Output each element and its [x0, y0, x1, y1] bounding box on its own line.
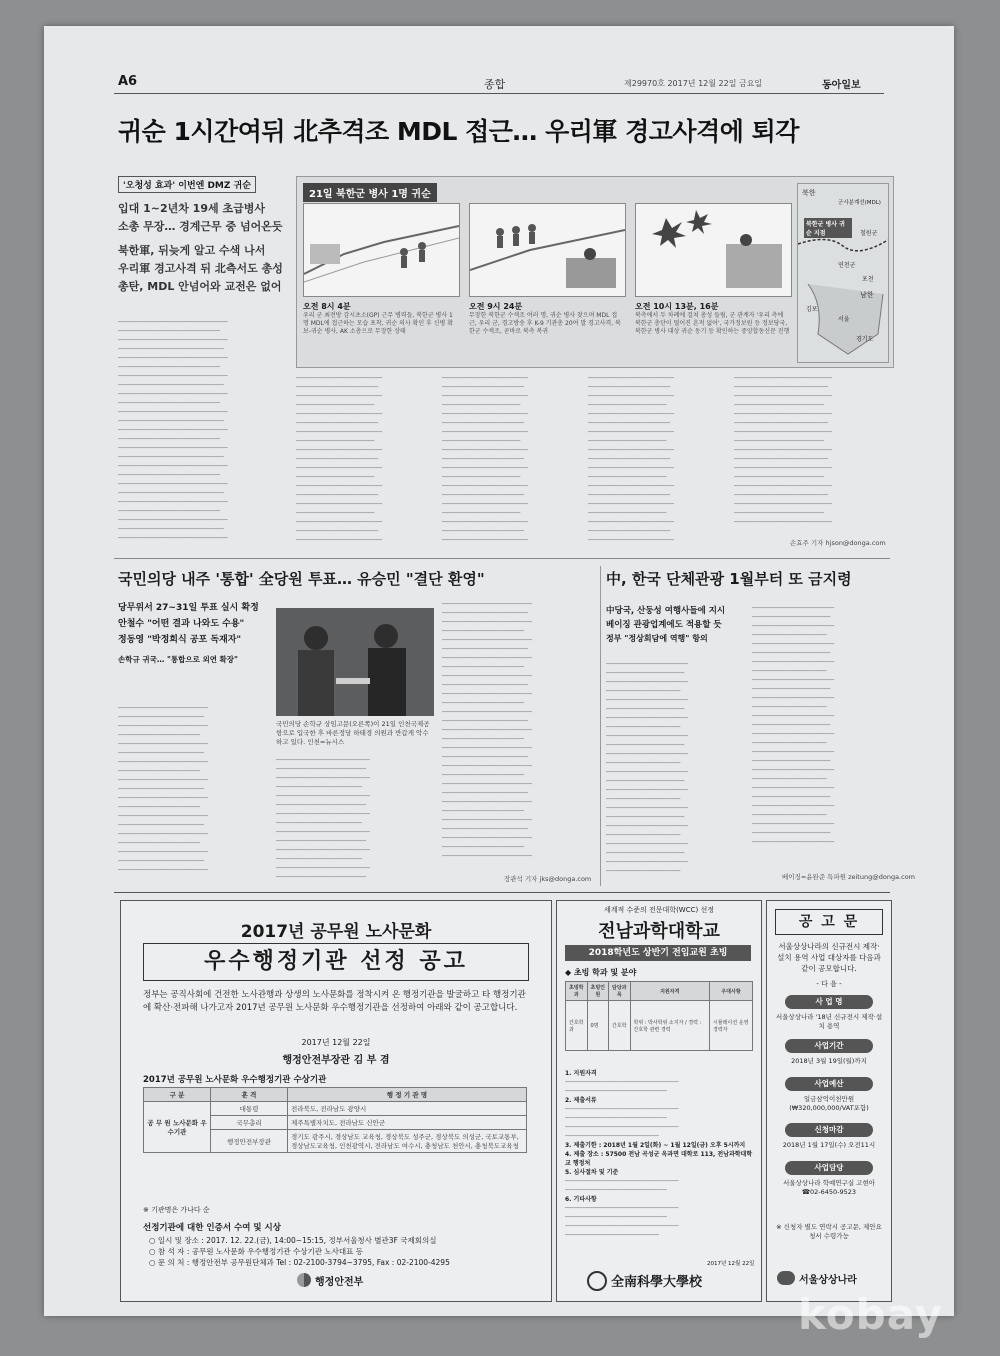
graphic-panel-3	[635, 203, 792, 297]
table-cell: 대통령	[211, 1102, 288, 1116]
article2-byline: 장관석 기자 jks@donga.com	[504, 875, 592, 883]
univ-ad-items: 1. 지원자격 ───────────────────────────── ────────────────────────── 2. 제출서류 ───────────────────────────── ────────────────────────── ───────────────────────────── ──────────────────────── 3. 제출기한 : 2018년 1월 2일(화) ~ 1월 12일(금) 오후 5시까지 4. 제출 장소 : 57500 전남 곡성군 옥과면 대학로 113, 전남과학대학교 행정처 5. 심사절차 및 기준 ───────────────────────────── ────────────────────────── 6. 기타사항 ───────────────────────────── ────────────────────────── ───────────────────────────── ────────────────────────	[565, 1070, 753, 1239]
divider	[114, 892, 890, 893]
map-label: 김포	[806, 306, 818, 313]
page-number: A6	[118, 74, 138, 89]
table-cell: 간호학	[609, 1001, 631, 1051]
gov-ad-signer: 행정안전부장관 김 부 겸	[282, 1055, 390, 1066]
article3-subheads	[606, 604, 746, 646]
kicker: '오청성 효과' 이번엔 DMZ 귀순	[118, 176, 256, 193]
notice-sub: - 다 음 -	[816, 980, 842, 988]
table-group: 공 무 원 노사문화 우수기관	[144, 1102, 211, 1153]
subhead: 정동영 "박정희식 공포 독재자"	[118, 635, 242, 645]
table-header: 초빙학과	[566, 982, 588, 1001]
map-label: 남한	[860, 291, 874, 299]
subhead: 정부 "정상회담에 역행" 항의	[606, 634, 708, 643]
subhead: 안철수 "어떤 결과 나와도 수용"	[118, 619, 245, 629]
graphic-panel-2	[469, 203, 626, 297]
univ-item: 2. 제출서류	[565, 1097, 597, 1104]
graphic-title: 21일 북한군 병사 1명 귀순	[303, 183, 437, 202]
detail-line: ○ 일시 및 장소 : 2017. 12. 22.(금), 14:00~15:15, 정부서울청사 별관3F 국제회의실	[149, 1236, 437, 1245]
table-header: 행 정 기 관 명	[288, 1088, 527, 1102]
subhead: 총탄, MDL 안넘어와 교전은 없어	[118, 280, 282, 293]
notice-logo-text: 서울상상나라	[799, 1275, 857, 1286]
subhead: 북한軍, 뒤늦게 알고 수색 나서	[118, 244, 266, 257]
table-header: 초빙인원	[587, 982, 609, 1001]
panel-desc: 우리 군 최전방 감시초소(GP) 근무 병력들, 북한군 병사 1명 MDL에 접근하는 모습 포착, 귀순 의사 확인 후 신병 확보-귀순 병사, AK 소총으로 무장한 상태	[303, 312, 454, 335]
map-label: 철원군	[860, 230, 878, 237]
table-header: 담당과목	[609, 982, 631, 1001]
byline: 손효주 기자 hjson@donga.com	[790, 539, 886, 547]
gov-ad-title2: 우수행정기관 선정 공고	[143, 943, 529, 981]
header-rule	[114, 93, 884, 94]
univ-item: 6. 기타사항	[565, 1196, 597, 1203]
newspaper-page	[44, 26, 954, 1316]
column-divider	[600, 566, 601, 886]
article-body-col-2: ────────────────────── ───────────────────── ────────────────────── ──────────────────── ────────────────────── ───────────────────── ────────────────────── ──────────────────── ────────────────────── ───────────────────── ────────────────────── ──────────────────── ────────────────────── ───────────────────── ────────────────────── ──────────────────── ────────────────────── ───────────────────── ──────────────────────	[296, 374, 383, 544]
detail-line: ○ 참 석 자 : 공무원 노사문화 우수행정기관 수상기관 노사대표 등	[149, 1247, 364, 1256]
watermark: kobay	[798, 1290, 944, 1339]
article-body-col-5: ───────────────────────── ──────────────────────── ───────────────────────── ─────────────────────── ───────────────────────── ──────────────────────── ───────────────────────── ─────────────────────── ───────────────────────── ──────────────────────── ───────────────────────── ─────────────────────── ───────────────────────── ──────────────────────── ───────────────────────── ─────────────────────── ─────────────────────────	[734, 374, 832, 526]
gov-ad-table	[143, 1087, 527, 1153]
article3-headline: 中, 한국 단체관광 1월부터 또 금지령	[606, 570, 852, 588]
subhead: 손학규 귀국… "통합으로 외연 확장"	[118, 655, 238, 664]
notice-field-label: 사업담당	[785, 1161, 873, 1175]
subhead: 우리軍 경고사격 뒤 北측서도 총성	[118, 262, 283, 275]
notice-title: 공 고 문	[775, 909, 883, 935]
map-label: 군사분계선(MDL)	[838, 200, 881, 206]
gunfire-illustration	[636, 204, 791, 296]
univ-emblem-icon	[587, 1271, 607, 1291]
univ-ad-name: 전남과학대학교	[598, 921, 720, 942]
panel-caption-3	[635, 301, 790, 336]
table-cell: 간호학과	[566, 1001, 588, 1051]
article2-photo	[276, 608, 434, 716]
graphic-panel-1	[303, 203, 460, 297]
panel-time: 오전 9시 24분	[469, 302, 523, 311]
table-cell: 전라북도, 전라남도 광양시	[288, 1102, 527, 1116]
divider	[114, 558, 890, 559]
article2-body-col-2: ──────────────────────── ─────────────────────── ──────────────────────── ────────────────────── ──────────────────────── ─────────────────────── ──────────────────────── ────────────────────── ──────────────────────── ─────────────────────── ──────────────────────── ────────────────────── ──────────────────────── ───────────────────────	[276, 756, 370, 881]
table-cell: 국무총리	[211, 1116, 288, 1130]
article2-body-col-3: ─────────────────────── ────────────────────── ─────────────────────── ───────────────────── ─────────────────────── ────────────────────── ─────────────────────── ───────────────────── ─────────────────────── ────────────────────── ─────────────────────── ───────────────────── ─────────────────────── ────────────────────── ─────────────────────── ───────────────────── ─────────────────────── ────────────────────── ─────────────────────── ───────────────────── ─────────────────────── ────────────────────── ─────────────────────── ───────────────────── ─────────────────────── ────────────────────── ─────────────────────── ───────────────────── ───────────────────────	[442, 600, 533, 860]
univ-item: 4. 제출 장소 : 57500 전남 곡성군 옥과면 대학로 113, 전남과학대학교 행정처	[565, 1151, 753, 1167]
table-header: 구 분	[144, 1088, 211, 1102]
notice-field-value: 서울상상나라 학예연구실 고현아 ☎02-6450-9523	[782, 1179, 876, 1196]
gov-ad-details	[149, 1235, 529, 1268]
table-cell: 시뮬레이션 운영 경력자	[710, 1001, 753, 1051]
subhead: 베이징 관광업계에도 적용할 듯	[606, 620, 722, 630]
table-cell: 학위 : 박사학위 소지자 / 경력 : 간호학 관련 경력	[630, 1001, 710, 1051]
univ-ad-table	[565, 981, 753, 1051]
table-header: 지원자격	[630, 982, 710, 1001]
notice-field-label: 신청마감	[785, 1123, 873, 1137]
panel-desc: 북측에서 두 차례에 걸쳐 총성 들림, 군 관계자 '우리 측에 북한군 총탄이 떨어진 흔적 없어', 국가정보원 등 정보당국, 북한군 병사 대상 귀순 동기 등 확인하는 중앙합동신문 진행	[635, 312, 790, 335]
gov-ad-body: 정부는 공직사회에 건전한 노사관행과 상생의 노사문화를 정착시켜 온 행정기관을 발굴하고 타 행정기관에 확산·전파해 나가고자 2017년 공무원 노사문화 우수행정기관을 선정하여 아래와 같이 공고합니다.	[143, 990, 526, 1013]
notice-footnote: ※ 신청자 별도 연락시 공고문, 제안요청서 수령가능	[776, 1223, 882, 1240]
gov-ad-section1: 2017년 공무원 노사문화 우수행정기관 수상기관	[143, 1075, 327, 1085]
gov-ad	[120, 900, 552, 1302]
notice-field-label: 사업예산	[785, 1077, 873, 1091]
section-name: 종합	[484, 78, 506, 91]
univ-logo-text: 全南科學大學校	[611, 1275, 703, 1290]
map-label: 서울	[838, 316, 850, 323]
article2-subheads	[118, 600, 268, 668]
univ-item: 3. 제출기한 : 2018년 1월 2일(화) ~ 1월 12일(금) 오후 5시까지	[565, 1142, 746, 1149]
issue-info: 제29970호 2017년 12월 22일 금요일	[624, 79, 763, 88]
notice-field-label: 사 업 명	[785, 995, 873, 1009]
subhead: 소총 무장… 경계근무 중 넘어온듯	[118, 220, 283, 233]
univ-ad-date: 2017년 12월 22일	[707, 1261, 755, 1267]
paper-name: 동아일보	[822, 80, 861, 91]
article3-byline: 베이징=윤완준 특파원 zeitung@donga.com	[782, 873, 916, 881]
gov-logo-icon	[297, 1273, 311, 1287]
seoul-logo-icon	[777, 1271, 795, 1285]
map-shape	[798, 184, 888, 362]
subhead: 中당국, 산둥성 여행사들에 지시	[606, 606, 726, 616]
article2-body-col-1: ─────────────────────── ────────────────────── ─────────────────────── ───────────────────── ─────────────────────── ────────────────────── ─────────────────────── ───────────────────── ─────────────────────── ────────────────────── ─────────────────────── ───────────────────── ─────────────────────── ────────────────────── ─────────────────────── ───────────────────── ─────────────────────── ────────────────────── ───────────────────────	[118, 704, 209, 874]
article-body-col-3: ────────────────────── ───────────────────── ────────────────────── ──────────────────── ────────────────────── ───────────────────── ────────────────────── ──────────────────── ────────────────────── ───────────────────── ────────────────────── ──────────────────── ────────────────────── ───────────────────── ────────────────────── ──────────────────── ────────────────────── ───────────────────── ──────────────────────	[442, 374, 529, 544]
notice-ad	[766, 900, 892, 1302]
subhead: 입대 1~2년차 19세 초급병사	[118, 202, 265, 215]
article2-photo-caption: 국민의당 손학규 상임고문(오른쪽)이 21일 인천국제공항으로 입국한 후 바른정당 하태경 의원과 반갑게 악수하고 있다. 인천=뉴시스	[276, 720, 430, 746]
panel-time: 오전 8시 4분	[303, 302, 351, 311]
article3-body-col-2: ───────────────────── ──────────────────── ───────────────────── ─────────────────── ───────────────────── ──────────────────── ───────────────────── ─────────────────── ───────────────────── ──────────────────── ───────────────────── ─────────────────── ───────────────────── ──────────────────── ───────────────────── ─────────────────── ───────────────────── ──────────────────── ───────────────────── ─────────────────── ───────────────────── ──────────────────── ───────────────────── ─────────────────── ───────────────────── ──────────────────── ─────────────────────	[752, 604, 835, 846]
panel-caption-2	[469, 301, 624, 336]
map-label: 북한	[802, 189, 816, 197]
main-headline: 귀순 1시간여뒤 北추격조 MDL 접근… 우리軍 경고사격에 퇴각	[118, 117, 799, 146]
map-label-highlight: 북한군 병사 귀순 지점	[804, 218, 852, 238]
notice-field-value: 서울상상나라 '18년 신규전시 제작·설치 용역	[775, 1013, 883, 1030]
panel-caption-1	[303, 301, 458, 336]
gov-logo-text: 행정안전부	[315, 1277, 364, 1288]
article3-body-col-1: ───────────────────── ──────────────────── ───────────────────── ─────────────────── ───────────────────── ──────────────────── ───────────────────── ─────────────────── ───────────────────── ──────────────────── ───────────────────── ─────────────────── ───────────────────── ──────────────────── ───────────────────── ─────────────────── ───────────────────── ──────────────────── ───────────────────── ─────────────────── ───────────────────── ──────────────────── ───────────────────── ───────────────────	[606, 660, 689, 875]
table-cell: 제주특별자치도, 전라남도 신안군	[288, 1116, 527, 1130]
notice-intro: 서울상상나라의 신규전시 제작·설치 용역 사업 대상자를 다음과 같이 공모합니다.	[777, 942, 881, 973]
table-header: 우대사항	[710, 982, 753, 1001]
map-label: 연천군	[838, 262, 856, 269]
notice-field-label: 사업기간	[785, 1039, 873, 1053]
panel-desc: 무장한 북한군 수색조 여러 명, 귀순 병사 찾으며 MDL 접근, 우리 군, 경고방송 후 K-9 기관총 20여 발 경고사격, 북한군 수색조, 곧바로 북측 복귀	[469, 312, 621, 335]
map-label: 포천	[862, 276, 874, 283]
notice-field-value: 2018년 3월 19일(월)까지	[791, 1057, 867, 1065]
photo-people	[276, 608, 434, 716]
univ-item: 5. 심사절차 및 기준	[565, 1169, 619, 1176]
soldier-illustration-1	[304, 204, 459, 296]
map-label: 경기도	[856, 336, 874, 343]
notice-field-value: 2018년 1월 17일(수) 오전11시	[782, 1141, 876, 1149]
univ-item: 1. 지원자격	[565, 1070, 597, 1077]
detail-line: ○ 문 의 처 : 행정안전부 공무원단체과 Tel : 02-2100-3794~3795, Fax : 02-2100-4295	[149, 1258, 450, 1267]
univ-ad	[556, 900, 762, 1302]
subhead: 당무위서 27~31일 투표 실시 확정	[118, 603, 259, 613]
gov-ad-date: 2017년 12월 22일	[301, 1038, 371, 1047]
map	[797, 183, 889, 363]
table-cell: 0명	[587, 1001, 609, 1051]
table-cell: 행정안전부장관	[211, 1130, 288, 1153]
gov-ad-title1: 2017년 공무원 노사문화	[240, 922, 432, 942]
infographic	[296, 176, 894, 368]
univ-ad-subtitle: 2018학년도 상반기 전임교원 초빙	[565, 945, 751, 961]
article2-headline: 국민의당 내주 '통합' 全당원 투표… 유승민 "결단 환영"	[118, 570, 485, 588]
gov-ad-section2: 선정기관에 대한 인증서 수여 및 시상	[143, 1223, 281, 1233]
article-body-col-1: ──────────────────────────── ────────────────────────── ──────────────────────────── ─────────────────────────── ──────────────────────────── ────────────────────────── ──────────────────────────── ─────────────────────────── ──────────────────────────── ────────────────────────── ──────────────────────────── ─────────────────────────── ──────────────────────────── ────────────────────────── ──────────────────────────── ─────────────────────────── ──────────────────────────── ────────────────────────── ──────────────────────────── ─────────────────────────── ──────────────────────────── ────────────────────────── ──────────────────────────── ─────────────────────────── ────────────────────────────	[118, 318, 228, 542]
panel-time: 오전 10시 13분, 16분	[635, 302, 719, 311]
soldier-illustration-2	[470, 204, 625, 296]
univ-ad-top: 세계적 수준의 전문대학(WCC) 선정	[604, 906, 714, 914]
gov-ad-note: ※ 기관명은 가나다 순	[143, 1206, 210, 1214]
univ-ad-section: ◆ 초빙 학과 및 분야	[565, 968, 637, 977]
subhead-block	[118, 200, 288, 296]
table-header: 훈 격	[211, 1088, 288, 1102]
notice-field-value: 일금삼억이천만원 (₩320,000,000/VAT포함)	[789, 1095, 869, 1112]
table-cell: 경기도 광주시, 경상남도 교육청, 경상북도 성주군, 경상북도 의성군, 국토교통부, 경상남도교육청, 인천광역시, 전라남도 여수시, 충청남도 천안시, 충청북도교육청	[288, 1130, 527, 1153]
article-body-col-4: ────────────────────── ───────────────────── ────────────────────── ──────────────────── ────────────────────── ───────────────────── ────────────────────── ──────────────────── ────────────────────── ───────────────────── ────────────────────── ──────────────────── ────────────────────── ───────────────────── ────────────────────── ──────────────────── ────────────────────── ───────────────────── ──────────────────────	[588, 374, 675, 544]
